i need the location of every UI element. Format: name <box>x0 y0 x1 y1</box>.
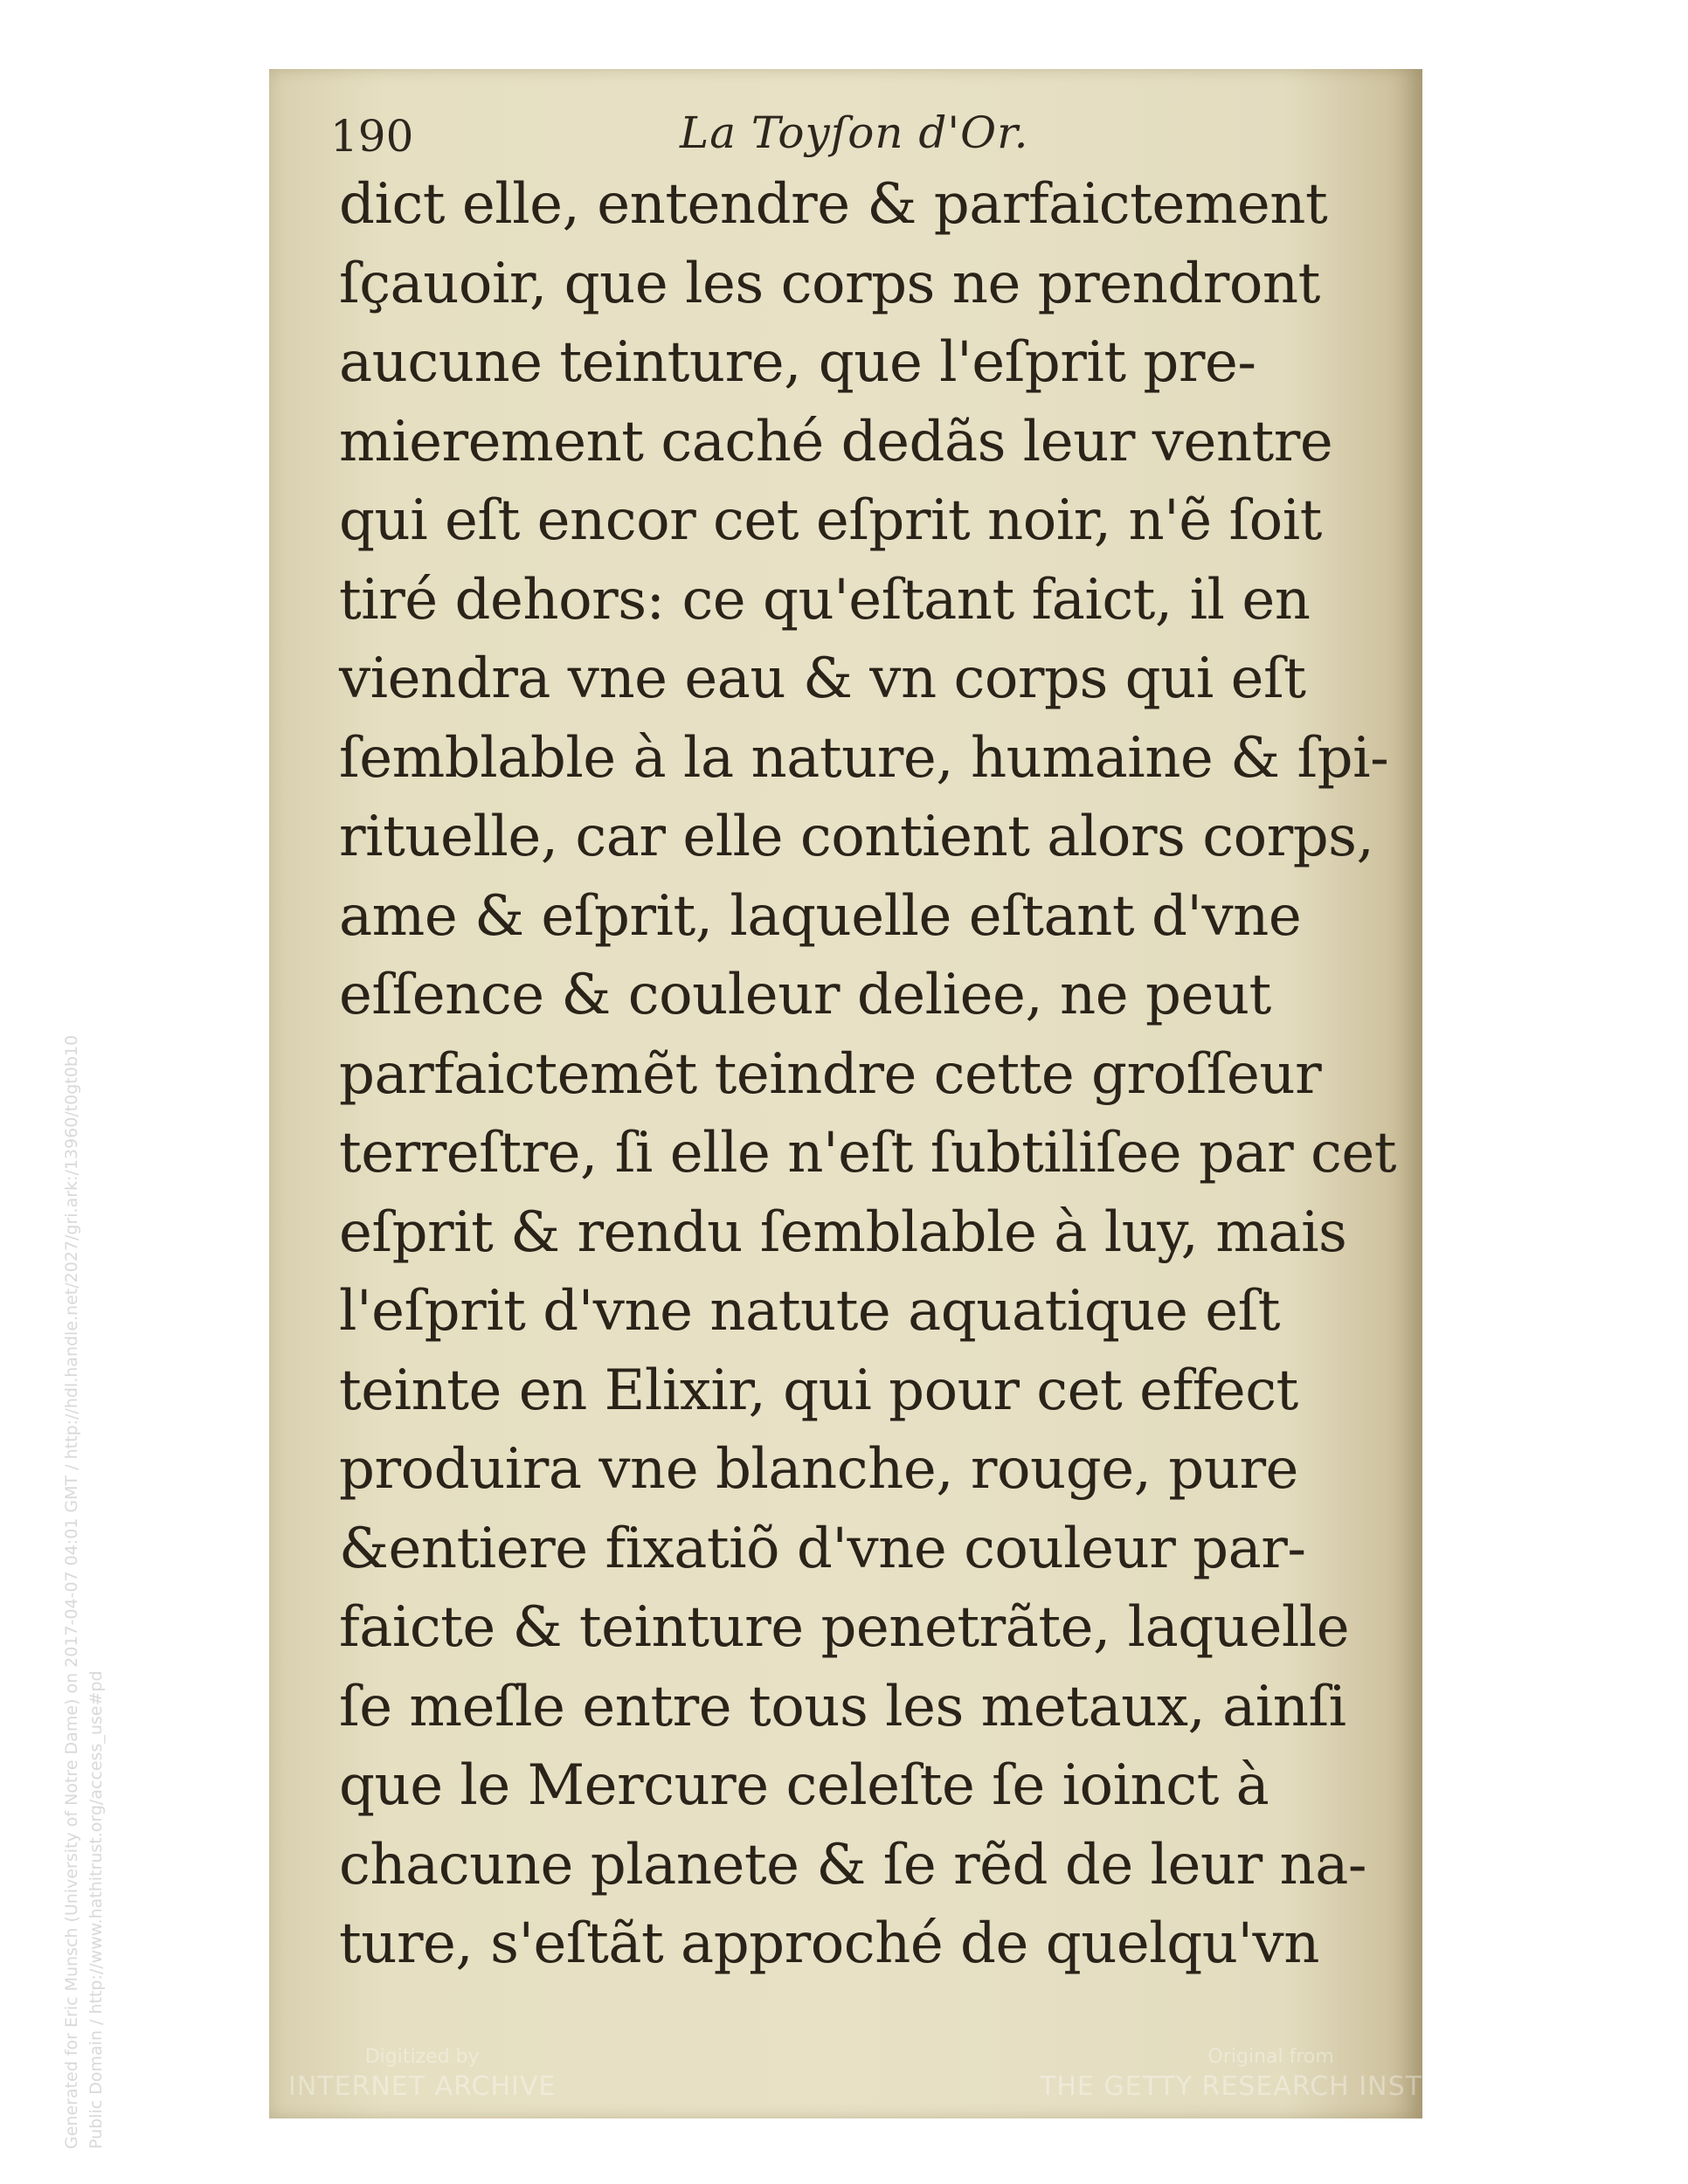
text-line: chacune planete & ſe rẽd de leur na- <box>339 1832 1367 1897</box>
text-line: tiré dehors: ce qu'eſtant faict, il en <box>339 567 1311 632</box>
original-from-notice <box>1040 2044 1502 2104</box>
text-line: eſſence & couleur deliee, ne peut <box>339 963 1271 1027</box>
watermark-line-1: Generated for Eric Munsch (University of Notre Dame) on 2017-04-07 04:01 GMT / http://hdl.handle.net/2027/gri.ark:/13960/t0gt0b10 <box>62 1034 81 2149</box>
text-line: faicte & teinture penetrãte, laquelle <box>339 1595 1350 1660</box>
text-line: produira vne blanche, rouge, pure <box>339 1437 1298 1502</box>
running-title: La Toyſon d'Or. <box>680 107 1029 158</box>
digitized-by-notice <box>288 2044 556 2104</box>
digitized-label: Digitized by <box>364 2046 480 2068</box>
page-scan <box>269 69 1422 2118</box>
text-line: que le Mercure celeſte ſe ioinct à <box>339 1753 1269 1818</box>
text-line: ſemblable à la nature, humaine & ſpi- <box>339 725 1389 791</box>
page-header <box>330 104 1361 174</box>
text-line: ture, s'eſtãt approché de quelqu'vn <box>339 1911 1319 1976</box>
text-line: mierement caché dedãs leur ventre <box>339 409 1333 474</box>
text-line: ſçauoir, que les corps ne prendront <box>339 251 1320 316</box>
text-line: l'eſprit d'vne natute aquatique eſt <box>339 1279 1280 1344</box>
text-line: ame & eſprit, laquelle eſtant d'vne <box>339 883 1302 949</box>
text-line: dict elle, entendre & parfaictement <box>339 172 1328 237</box>
text-line: parfaictemẽt teindre cette groſſeur <box>339 1041 1322 1107</box>
text-line: ſe meſle entre tous les metaux, ainſi <box>339 1674 1346 1739</box>
access-watermark <box>59 1035 108 2149</box>
text-line: qui eſt encor cet eſprit noir, n'ẽ ſoit <box>339 488 1322 553</box>
text-line: terreſtre, ſi elle n'eſt ſubtiliſee par cet <box>339 1121 1396 1185</box>
digitized-source: INTERNET ARCHIVE <box>288 2071 557 2102</box>
body-text <box>339 165 1396 1984</box>
original-label: Original from <box>1207 2046 1334 2068</box>
page-number: 190 <box>330 111 414 162</box>
original-source: THE GETTY RESEARCH INSTITUTE <box>1040 2071 1503 2102</box>
text-line: &entiere fixatiõ d'vne couleur par- <box>339 1516 1306 1581</box>
text-line: rituelle, car elle contient alors corps, <box>339 805 1374 869</box>
watermark-line-2: Public Domain / http://www.hathitrust.org/access_use#pd <box>86 1670 106 2149</box>
text-line: viendra vne eau & vn corps qui eſt <box>339 646 1306 711</box>
text-line: eſprit & rendu ſemblable à luy, mais <box>339 1199 1347 1265</box>
text-line: aucune teinture, que l'eſprit pre- <box>339 330 1256 395</box>
text-line: teinte en Elixir, qui pour cet effect <box>339 1358 1298 1423</box>
